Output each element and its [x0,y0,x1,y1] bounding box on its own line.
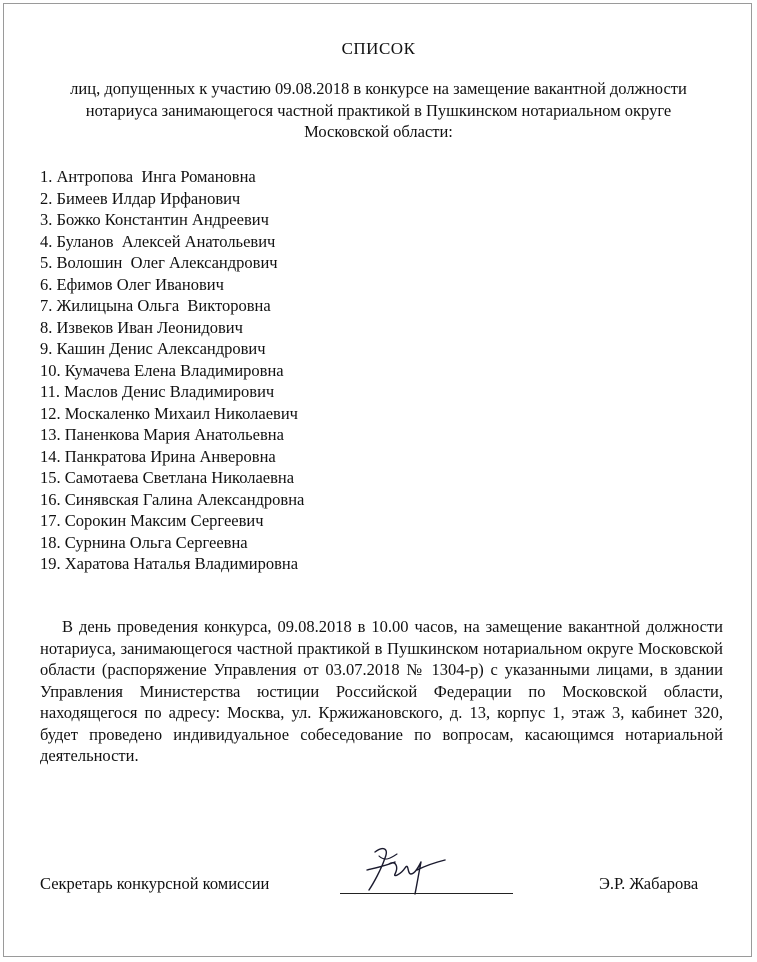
participants-list [40,166,304,575]
participant-item: 1. Антропова Инга Романовна [40,167,256,186]
participant-item: 13. Паненкова Мария Анатольевна [40,425,284,444]
participant-item: 12. Москаленко Михаил Николаевич [40,403,298,423]
participant-item: 16. Синявская Галина Александровна [40,489,305,509]
signature-line [340,893,513,894]
document-title: СПИСОК [341,39,416,58]
participant-item: 4. Буланов Алексей Анатольевич [40,231,276,251]
participant-item: 14. Панкратова Ирина Анверовна [40,446,276,466]
participant-item: 2. Бимеев Илдар Ирфанович [40,188,241,208]
participant-item: 7. Жилицына Ольга Викторовна [40,296,271,315]
participant-item: 8. Извеков Иван Леонидович [40,317,243,337]
participant-item: 18. Сурнина Ольга Сергеевна [40,532,248,552]
interview-notice-paragraph: В день проведения конкурса, 09.08.2018 в 10.00 часов, на замещение вакантной должности нотариуса, занимающегося частной практикой в Пушкинском нотариальном округе Московской области (распоряжение Управления от 03.07.2018 № 1304-р) с указанными лицами, в здании Управления Министерства юстиции Российской Федерации по Московской области, находящегося по адресу: Москва, ул. Кржижановского, д. 13, корпус 1, этаж 3, кабинет 320, будет проведено индивидуальное собеседование по вопросам, касающимся нотариальной деятельности. [40,617,723,765]
secretary-name: Э.Р. Жабарова [599,874,699,893]
participant-item: 6. Ефимов Олег Иванович [40,274,224,294]
participant-item: 9. Кашин Денис Александрович [40,339,266,358]
participant-item: 17. Сорокин Максим Сергеевич [40,511,264,530]
participant-item: 15. Самотаева Светлана Николаевна [40,468,295,487]
participant-item: 3. Божко Константин Андреевич [40,210,269,229]
participant-item: 19. Харатова Наталья Владимировна [40,554,299,573]
secretary-label: Секретарь конкурсной комиссии [40,874,270,893]
participant-item: 10. Кумачева Елена Владимировна [40,360,284,380]
handwritten-signature [345,840,455,900]
document-subtitle: лиц, допущенных к участию 09.08.2018 в конкурсе на замещение вакантной должности нотариуса занимающегося частной практикой в Пушкинском нотариальном округе Московской области: [70,79,687,141]
participant-item: 11. Маслов Денис Владимирович [40,382,275,401]
participant-item: 5. Волошин Олег Александрович [40,253,278,272]
